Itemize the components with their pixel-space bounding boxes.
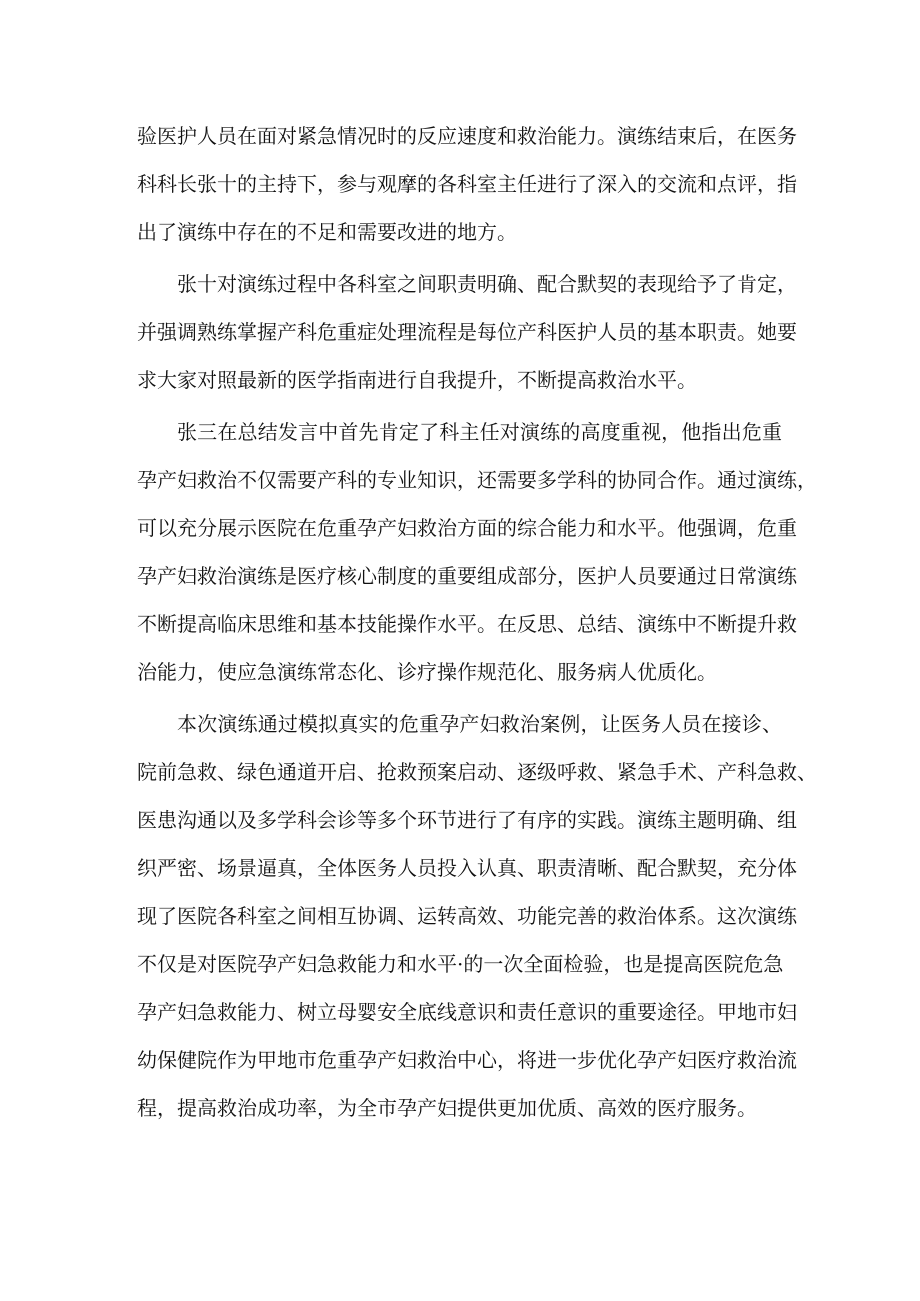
text-line: 织严密、场景逼真，全体医务人员投入认真、职责清晰、配合默契，充分体 xyxy=(137,856,797,880)
text-line: 现了医院各科室之间相互协调、运转高效、功能完善的救治体系。这次演练 xyxy=(137,904,797,928)
document-body xyxy=(137,112,817,1136)
text-line: 医患沟通以及多学科会诊等多个环节进行了有序的实践。演练主题明确、组 xyxy=(137,808,797,832)
text-line: 不断提高临床思维和基本技能操作水平。在反思、总结、演练中不断提升救 xyxy=(137,612,797,636)
text-line: 程，提高救治成功率，为全市孕产妇提供更加优质、高效的医疗服务。 xyxy=(137,1096,757,1120)
text-line: 孕产妇救治不仅需要产科的专业知识，还需要多学科的协同合作。通过演练， xyxy=(137,468,817,492)
text-line: 并强调熟练掌握产科危重症处理流程是每位产科医护人员的基本职责。她要 xyxy=(137,320,797,344)
text-line: 张三在总结发言中首先肯定了科主任对演练的高度重视，他指出危重 xyxy=(177,420,782,444)
paragraph-3 xyxy=(137,408,817,696)
text-line: 幼保健院作为甲地市危重孕产妇救治中心，将进一步优化孕产妇医疗救治流 xyxy=(137,1048,797,1072)
paragraph-4 xyxy=(137,700,817,1132)
text-line: 治能力，使应急演练常态化、诊疗操作规范化、服务病人优质化。 xyxy=(137,660,717,684)
text-line: 可以充分展示医院在危重孕产妇救治方面的综合能力和水平。他强调，危重 xyxy=(137,516,797,540)
text-line: 科科长张十的主持下，参与观摩的各科室主任进行了深入的交流和点评，指 xyxy=(137,172,797,196)
text-line: 不仅是对医院孕产妇急救能力和水平·的一次全面检验，也是提高医院危急 xyxy=(137,952,784,976)
text-line: 院前急救、绿色通道开启、抢救预案启动、逐级呼救、紧急手术、产科急救、 xyxy=(137,760,817,784)
text-line: 求大家对照最新的医学指南进行自我提升，不断提高救治水平。 xyxy=(137,368,697,392)
text-line: 本次演练通过模拟真实的危重孕产妇救治案例，让医务人员在接诊、 xyxy=(177,712,782,736)
text-line: 孕产妇救治演练是医疗核心制度的重要组成部分，医护人员要通过日常演练 xyxy=(137,564,797,588)
paragraph-2 xyxy=(137,260,797,404)
text-line: 张十对演练过程中各科室之间职责明确、配合默契的表现给予了肯定， xyxy=(177,272,797,296)
text-line: 验医护人员在面对紧急情况时的反应速度和救治能力。演练结束后，在医务 xyxy=(137,124,797,148)
text-line: 出了演练中存在的不足和需要改进的地方。 xyxy=(137,220,517,244)
paragraph-1 xyxy=(137,112,797,256)
text-line: 孕产妇急救能力、树立母婴安全底线意识和责任意识的重要途径。甲地市妇 xyxy=(137,1000,797,1024)
